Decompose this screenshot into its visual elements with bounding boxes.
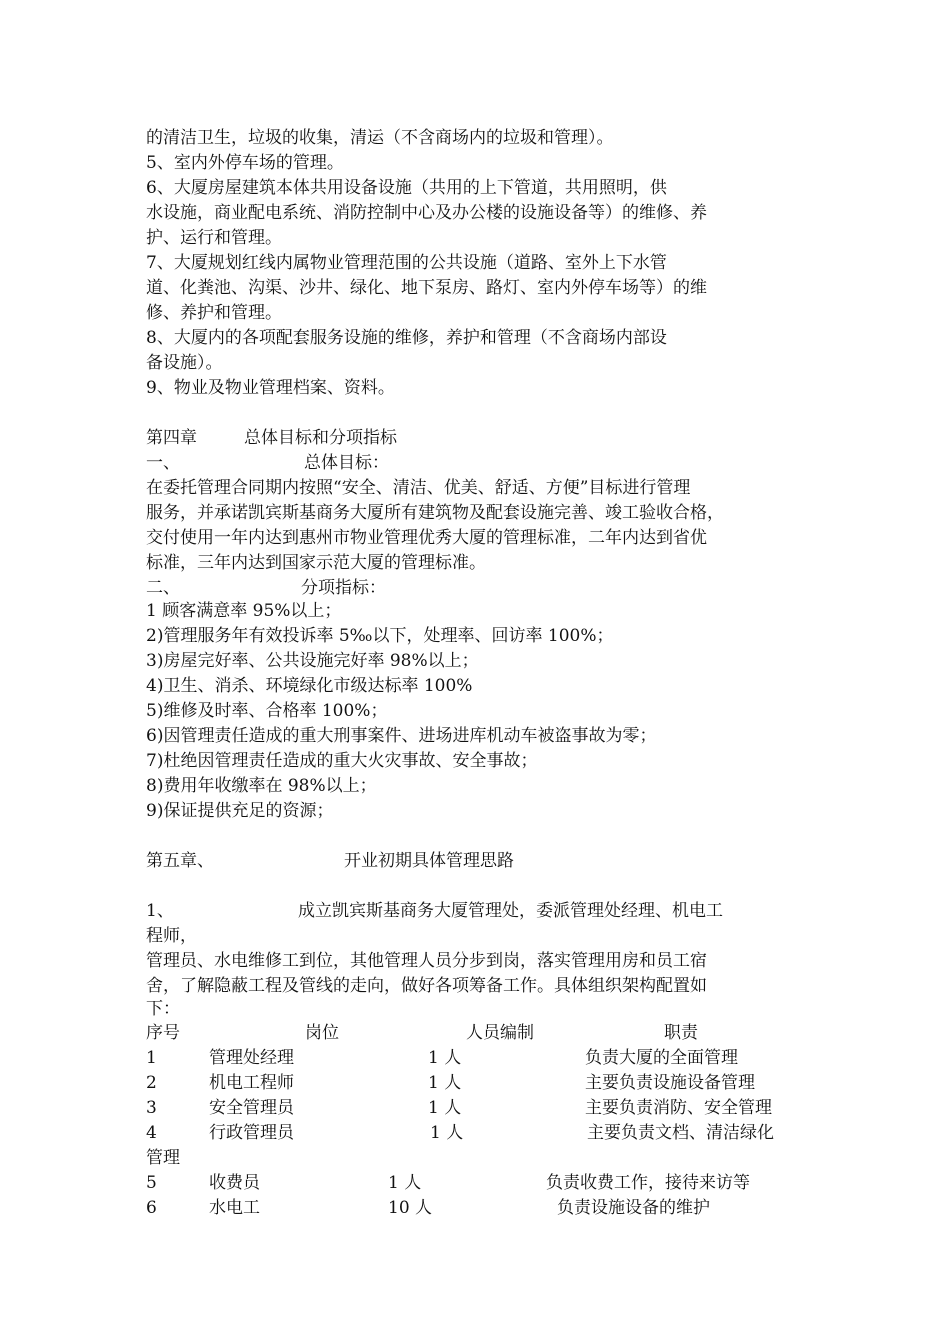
goal-line: 服务，并承诺凯宾斯基商务大厦所有建筑物及配套设施完善、竣工验收合格， <box>146 503 724 523</box>
table-cell: 1 人 <box>430 1123 464 1143</box>
chapter-title: 总体目标和分项指标 <box>244 428 397 448</box>
header-cell: 人员编制 <box>466 1023 534 1043</box>
index-line: 1 顾客满意率 95%以上； <box>146 601 342 621</box>
item-line: 舍，了解隐蔽工程及管线的走向，做好各项筹备工作。具体组织架构配置如 <box>146 976 707 996</box>
table-cell: 负责大厦的全面管理 <box>585 1048 738 1068</box>
table-cell: 负责设施设备的维护 <box>557 1198 710 1218</box>
index-line: 8)费用年收缴率在 98%以上； <box>146 776 377 796</box>
table-cell: 机电工程师 <box>209 1073 294 1093</box>
table-cell: 收费员 <box>209 1173 260 1193</box>
table-cell: 3 <box>146 1098 157 1118</box>
item-line: 程师， <box>146 926 197 946</box>
index-line: 9)保证提供充足的资源； <box>146 801 334 821</box>
table-cell: 主要负责设施设备管理 <box>585 1073 755 1093</box>
scope-line: 修、养护和管理。 <box>146 303 282 323</box>
header-cell: 职责 <box>664 1023 698 1043</box>
scope-line: 水设施，商业配电系统、消防控制中心及办公楼的设施设备等）的维修、养 <box>146 203 707 223</box>
index-line: 4)卫生、消杀、环境绿化市级达标率 100% <box>146 676 473 696</box>
table-cell: 主要负责消防、安全管理 <box>585 1098 772 1118</box>
table-cell: 1 <box>146 1048 157 1068</box>
header-cell: 序号 <box>146 1023 180 1043</box>
table-cell: 4 <box>146 1123 157 1143</box>
index-line: 7)杜绝因管理责任造成的重大火灾事故、安全事故； <box>146 751 538 771</box>
scope-line: 5、室内外停车场的管理。 <box>146 153 344 173</box>
scope-line: 备设施）。 <box>146 353 223 373</box>
scope-line: 9、物业及物业管理档案、资料。 <box>146 378 395 398</box>
table-cell: 负责收费工作，接待来访等 <box>546 1173 750 1193</box>
section-number: 一、 <box>146 453 180 473</box>
table-cell: 1 人 <box>428 1048 462 1068</box>
scope-line: 6、大厦房屋建筑本体共用设备设施（共用的上下管道，共用照明，供 <box>146 178 667 198</box>
goal-line: 标准，三年内达到国家示范大厦的管理标准。 <box>146 553 486 573</box>
table-cell: 1 人 <box>428 1098 462 1118</box>
table-cell: 2 <box>146 1073 157 1093</box>
item-line: 管理员、水电维修工到位，其他管理人员分步到岗，落实管理用房和员工宿 <box>146 951 707 971</box>
scope-line: 8、大厦内的各项配套服务设施的维修，养护和管理（不含商场内部设 <box>146 328 667 348</box>
table-cell: 6 <box>146 1198 157 1218</box>
header-cell: 岗位 <box>305 1023 339 1043</box>
chapter-label: 第四章 <box>146 428 197 448</box>
table-cell: 行政管理员 <box>209 1123 294 1143</box>
table-cell: 1 人 <box>388 1173 422 1193</box>
table-cell: 10 人 <box>388 1198 433 1218</box>
scope-line: 护、运行和管理。 <box>146 228 282 248</box>
table-cell: 安全管理员 <box>209 1098 294 1118</box>
table-cell: 1 人 <box>428 1073 462 1093</box>
table-row-wrap: 管理 <box>146 1148 180 1168</box>
table-cell: 5 <box>146 1173 157 1193</box>
item-number: 1、 <box>146 901 174 921</box>
table-cell: 水电工 <box>209 1198 260 1218</box>
scope-line: 7、大厦规划红线内属物业管理范围的公共设施（道路、室外上下水管 <box>146 253 667 273</box>
index-line: 5)维修及时率、合格率 100%； <box>146 701 388 721</box>
chapter-title: 开业初期具体管理思路 <box>344 851 514 871</box>
goal-line: 在委托管理合同期内按照“安全、清洁、优美、舒适、方便”目标进行管理 <box>146 478 691 498</box>
index-line: 2)管理服务年有效投诉率 5‰以下，处理率、回访率 100%； <box>146 626 614 646</box>
section-title: 分项指标： <box>301 578 386 598</box>
index-line: 3)房屋完好率、公共设施完好率 98%以上； <box>146 651 479 671</box>
section-title: 总体目标： <box>304 453 389 473</box>
scope-line: 道、化粪池、沟渠、沙井、绿化、地下泵房、路灯、室内外停车场等）的维 <box>146 278 707 298</box>
section-number: 二、 <box>146 578 180 598</box>
chapter-label: 第五章、 <box>146 851 214 871</box>
goal-line: 交付使用一年内达到惠州市物业管理优秀大厦的管理标准，二年内达到省优 <box>146 528 707 548</box>
table-cell: 管理处经理 <box>209 1048 294 1068</box>
item-text: 成立凯宾斯基商务大厦管理处，委派管理处经理、机电工 <box>298 901 723 921</box>
item-line: 下： <box>146 999 180 1019</box>
scope-line: 的清洁卫生，垃圾的收集，清运（不含商场内的垃圾和管理）。 <box>146 128 614 148</box>
index-line: 6)因管理责任造成的重大刑事案件、进场进库机动车被盗事故为零； <box>146 726 657 746</box>
table-cell: 主要负责文档、清洁绿化 <box>587 1123 774 1143</box>
